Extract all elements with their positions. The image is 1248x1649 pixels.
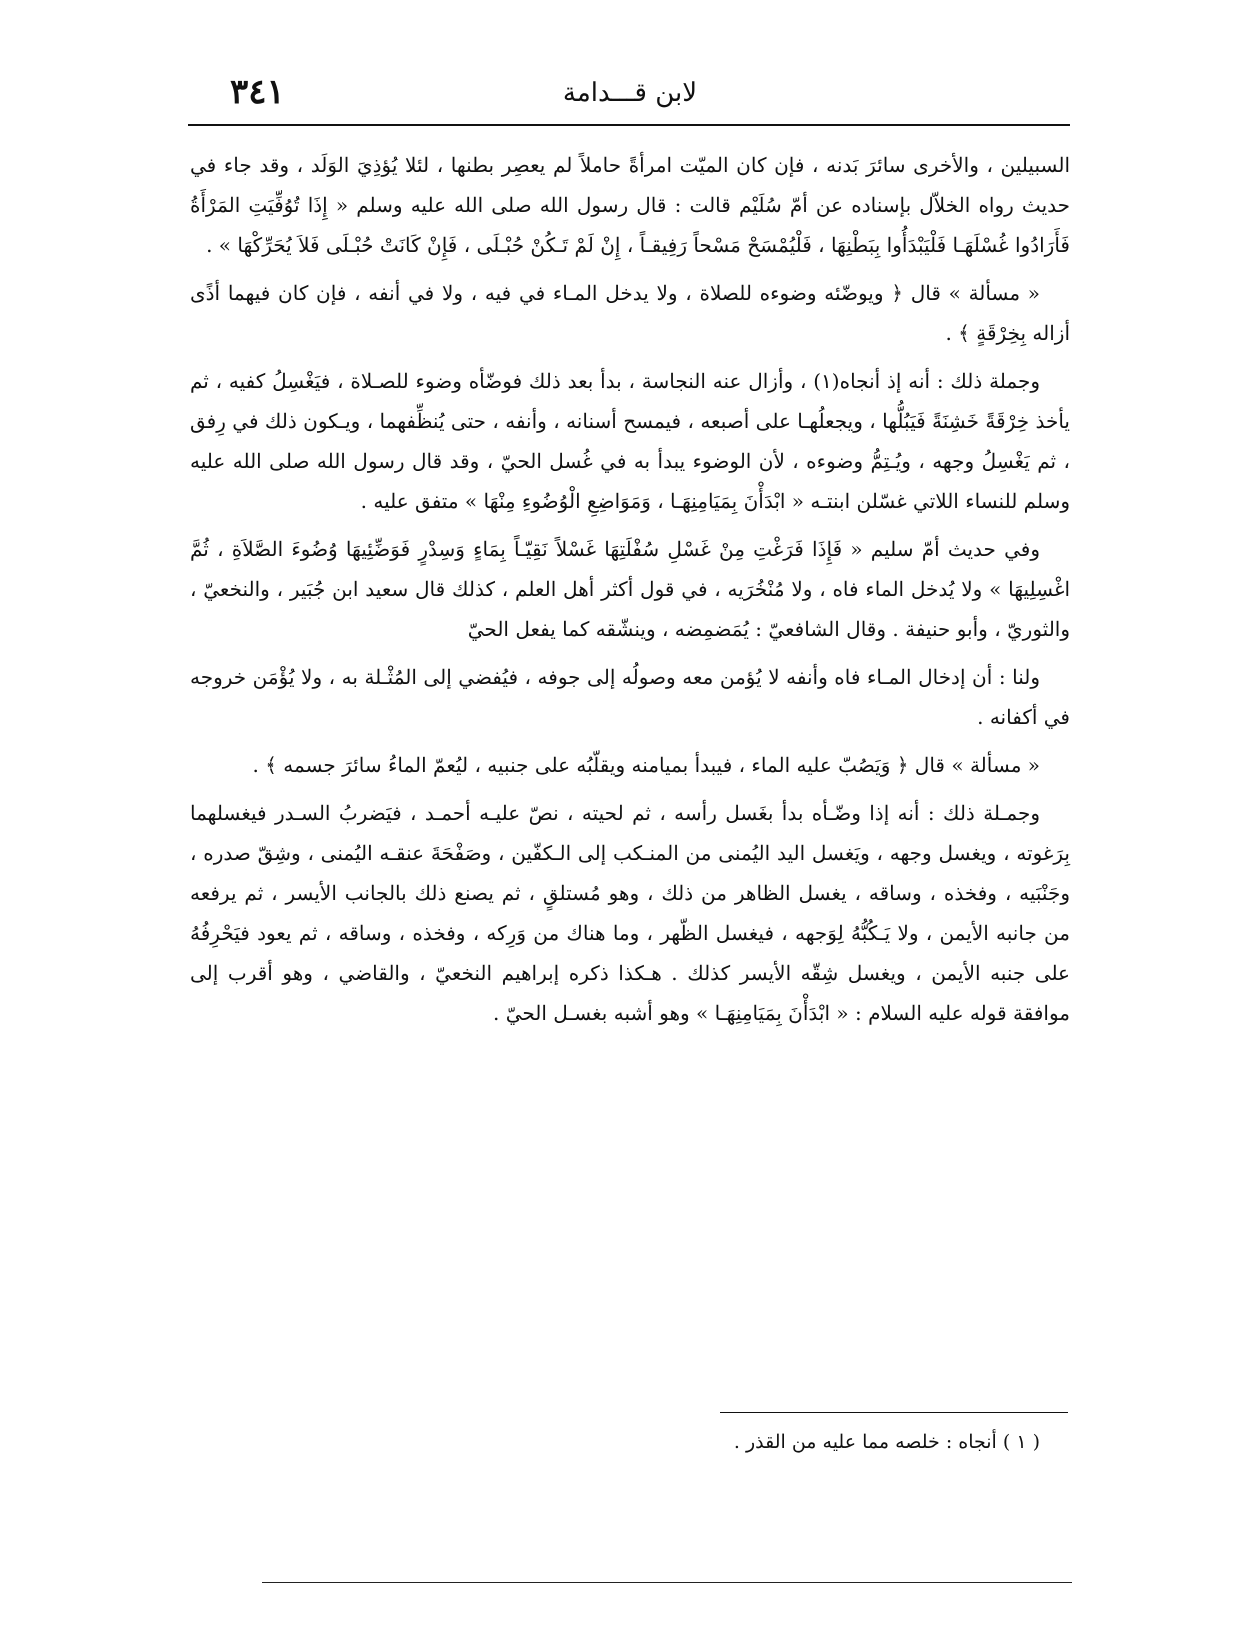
page-number: ٣٤١: [230, 72, 285, 112]
paragraph: السبيلين ، والأخرى سائرَ بَدنه ، فإن كان الميّت امرأةً حاملاً لم يعصِر بطنها ، لئلا يُؤذِيَ الوَلَد ، وقد جاء في حديث رواه الخلاّل بإسناده عن أمّ سُلَيْم قالت : قال رسول الله صلى الله عليه وسلم « إِذَا تُوُفِّيَتِ المَرْأَةُ فَأَرَادُوا غُسْلَهَـا فَلْيَبْدَأُوا بِبَطْنِهَا ، فَلْيُمْسَحْ مَسْحاً رَفِيقـاً ، إِنْ لَمْ تَـكُنْ حُبْـلَى ، فَإِنْ كَانَتْ حُبْـلَى فَلاَ يُحَرِّكْهَا » .: [190, 153, 1070, 257]
paragraph: وفي حديث أمّ سليم « فَإِذَا فَرَغْتِ مِنْ غَسْلِ سُفْلَتِهَا غَسْلاً نَقِيّـاً بِمَاءٍ وَسِدْرٍ فَوَضِّئِيهَا وُضُوءَ الصَّلاَةِ ، ثُمَّ اغْسِلِيهَا » ولا يُدخل الماء فاه ، ولا مُنْخُرَيه ، في قول أكثر أهل العلم ، كذلك قال سعيد ابن جُبَير ، والنخعيّ ، والثوريّ ، وأبو حنيفة . وقال الشافعيّ : يُمَضمِضه ، وينشّقه كما يفعل الحيّ: [190, 537, 1070, 641]
paragraph: « مسألة » قال ﴿ وَيَصُبّ عليه الماء ، فيبدأ بميامنه ويقلّبُه على جنبيه ، ليُعمّ الماءُ سائرَ جسمه ﴾ .: [252, 753, 1040, 777]
paragraph: « مسألة » قال ﴿ ويوضّئه وضوءه للصلاة ، ولا يدخل المـاء في فيه ، ولا في أنفه ، فإن كان فيهما أذًى أزاله بِخِرْقَةٍ ﴾ .: [190, 281, 1070, 345]
running-head: لابن قـــدامة: [562, 78, 698, 108]
header-rule: [188, 124, 1070, 126]
footnote-rule: [720, 1412, 1068, 1413]
paragraph: وجمـلة ذلك : أنه إذا وضّـأه بدأ بغَسل رأسه ، ثم لحيته ، نصّ عليـه أحمـد ، فيَضربُ السـدر فيغسلهما بِرَغوته ، ويغسل وجهه ، ويَغسل اليد اليُمنى من المنـكب إلى الـكفّين ، وصَفْحَةَ عنقـه اليُمنى ، وشِقّ صدره ، وجَنْبَيه ، وفخذه ، وساقه ، يغسل الظاهر من ذلك ، وهو مُستلقٍ ، ثم يصنع ذلك بالجانب الأيسر ، ثم يرفعه من جانبه الأيمن ، ولا يَـكُبُّهُ لِوَجهه ، فيغسل الظّهر ، وما هناك من وَرِكه ، وفخذه ، وساقه ، ثم يعود فيَحْرِفُهُ على جنبه الأيمن ، ويغسل شِقّه الأيسر كذلك . هـكذا ذكره إبراهيم النخعيّ ، والقاضي ، وهو أقرب إلى موافقة قوله عليه السلام : « ابْدَأْنَ بِمَيَامِنِهَـا » وهو أشبه بغسـل الحيّ .: [190, 801, 1070, 1025]
paragraph: وجملة ذلك : أنه إذ أنجاه(١) ، وأزال عنه النجاسة ، بدأ بعد ذلك فوضّأه وضوء للصـلاة ، فيَغْسِلُ كفيه ، ثم يأخذ خِرْقَةً خَشِنَةً فَيَبُلُّها ، ويجعلُهـا على أصبعه ، فيمسح أسنانه ، وأنفه ، حتى يُنظِّفهما ، ويـكون ذلك في رِفق ، ثم يَغْسِلُ وجهه ، ويُـتِمُّ وضوءه ، لأن الوضوء يبدأ به في غُسل الحيّ ، وقد قال رسول الله صلى الله عليه وسلم للنساء اللاتي غسّلن ابنتـه « ابْدَأْنَ بِمَيَامِنِهَـا ، وَمَوَاضِعِ الْوُضُوءِ مِنْهَا » متفق عليه .: [190, 369, 1070, 513]
footnote: ( ١ ) أنجاه : خلصه مما عليه من القذر .: [733, 1431, 1040, 1453]
bottom-rule: [262, 1582, 1072, 1583]
paragraph: ولنا : أن إدخال المـاء فاه وأنفه لا يُؤمن معه وصولُه إلى جوفه ، فيُفضي إلى المُثْـلة به ، ولا يُؤْمَن خروجه في أكفانه .: [190, 665, 1070, 729]
main-text: [190, 145, 1070, 1041]
page-header: [190, 72, 1070, 122]
